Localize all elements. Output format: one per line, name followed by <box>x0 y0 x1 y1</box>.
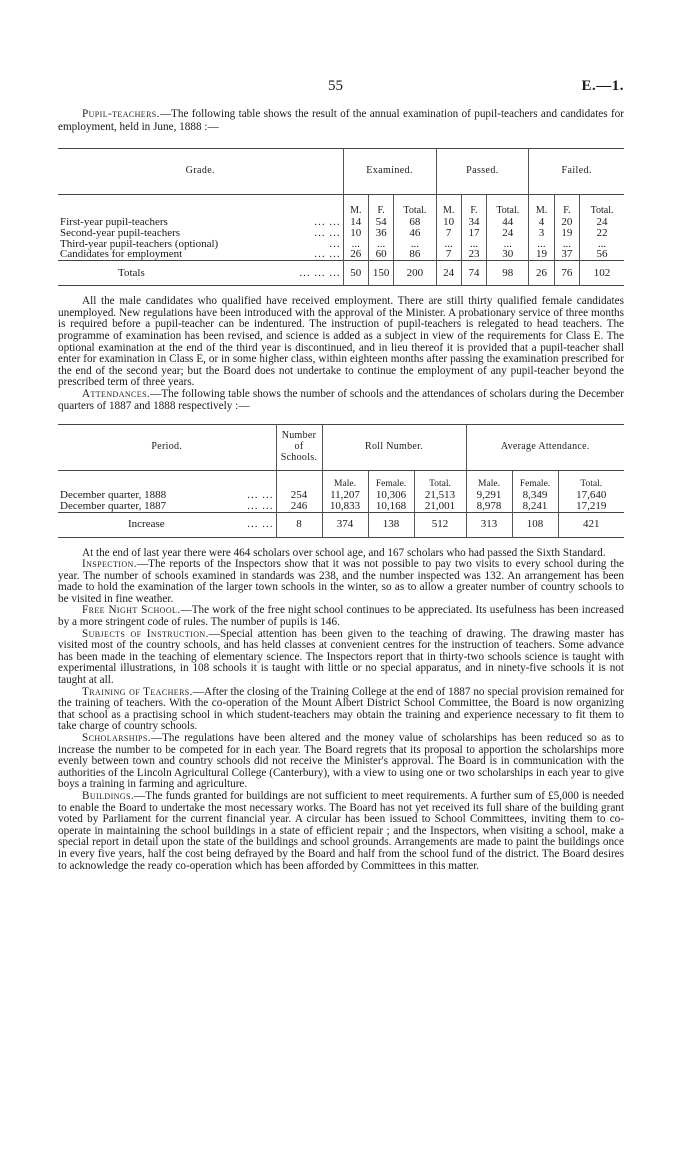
section-heading: Attendances. <box>82 387 151 400</box>
passed-f: 34 <box>461 217 486 228</box>
section-heading: Pupil-teachers. <box>82 108 160 120</box>
passed-f: 17 <box>461 228 486 239</box>
col-average-attendance: Average Attendance. <box>466 425 624 471</box>
section-text: —Special attention has been given to the teaching of drawing. The drawing master has visited most of the country schools, and has held classes at convenient centres for the instruction of teachers. Some advance has been made in the teaching of elementary science. The Inspectors report that in thirty-two schools science is taught with experimental illustrations, in 108 schools it is taught with little or no special apparatus, and in ninety-five schools it is not taught at all. <box>58 627 624 687</box>
section-text: —The regulations have been altered and the money value of scholarships has been reduced so as to increase the number to be competed for in each year. The Board regrets that its proposal to apportion the scholarships more evenly between town and country schools did not receive the Minister's approval. The Board is in communication with the authorities of the Lincoln Agricultural College (Canterbury), with a view to using one or two scholarships in each year to give boys a training in farming and agriculture. <box>58 732 624 791</box>
failed-f: 37 <box>554 249 579 260</box>
passed-total: 98 <box>487 261 529 286</box>
section-heading: Free Night School. <box>82 604 181 617</box>
number-of-schools: 254 <box>276 490 322 501</box>
examined-f: ... <box>368 239 393 250</box>
section-heading: Subjects of Instruction. <box>82 627 209 640</box>
roll-female: 10,306 <box>368 490 414 501</box>
col-grade: Grade. <box>58 149 343 195</box>
increase-label: Increase <box>128 518 165 531</box>
sub-total: Total. <box>487 195 529 218</box>
period-label: December quarter, 1888 <box>60 488 167 501</box>
roll-total: 21,513 <box>414 490 466 501</box>
examined-m: 14 <box>343 217 368 228</box>
sub-female: Female. <box>368 471 414 490</box>
sub-total: Total. <box>558 471 624 490</box>
examined-f: 36 <box>368 228 393 239</box>
attendances-intro <box>58 389 624 412</box>
avg-male: 8,978 <box>466 501 512 512</box>
examined-m: 26 <box>343 249 368 260</box>
avg-total: 17,640 <box>558 490 624 501</box>
col-period: Period. <box>58 425 276 471</box>
table-row <box>58 249 624 260</box>
paragraph-scholarships <box>58 733 624 791</box>
section-text: —The following table shows the number of schools and the attendances of scholars during the December quarters of 1887 and 1888 respectively :— <box>58 387 624 412</box>
failed-m: ... <box>529 239 554 250</box>
col-roll-number: Roll Number. <box>322 425 466 471</box>
failed-total: 102 <box>580 261 624 286</box>
examined-m: ... <box>343 239 368 250</box>
section-heading: Training of Teachers. <box>82 685 193 698</box>
avg-female: 108 <box>512 512 558 537</box>
leader-dots: ... ... <box>314 226 341 239</box>
leader-dots: ... ... ... <box>299 266 341 279</box>
failed-total: ... <box>580 239 624 250</box>
sub-f: F. <box>368 195 393 218</box>
grade-label: Candidates for employment <box>60 248 183 261</box>
failed-f: ... <box>554 239 579 250</box>
roll-female: 138 <box>368 512 414 537</box>
number-of-schools: 246 <box>276 501 322 512</box>
col-number-of-schools: Number of Schools. <box>276 425 322 471</box>
table-subheader-row <box>58 195 624 218</box>
table-subheader-row <box>58 471 624 490</box>
failed-total: 24 <box>580 217 624 228</box>
page-number: 55 <box>328 78 343 94</box>
sub-m: M. <box>436 195 461 218</box>
failed-m: 3 <box>529 228 554 239</box>
paragraph-training-of-teachers <box>58 687 624 733</box>
roll-male: 11,207 <box>322 490 368 501</box>
leader-dots: ... <box>329 237 341 250</box>
passed-m: 10 <box>436 217 461 228</box>
totals-label: Totals <box>118 266 145 279</box>
leader-dots: ... ... <box>247 488 274 501</box>
avg-male: 313 <box>466 512 512 537</box>
examined-f: 60 <box>368 249 393 260</box>
failed-total: 22 <box>580 228 624 239</box>
totals-row <box>58 261 624 286</box>
section-heading: Buildings. <box>82 789 135 802</box>
passed-m: 7 <box>436 228 461 239</box>
examined-total: 68 <box>394 217 436 228</box>
failed-m: 4 <box>529 217 554 228</box>
failed-f: 76 <box>554 261 579 286</box>
leader-dots: ... ... <box>247 518 274 531</box>
number-of-schools: 8 <box>276 512 322 537</box>
avg-total: 17,219 <box>558 501 624 512</box>
failed-f: 20 <box>554 217 579 228</box>
paragraph-buildings <box>58 791 624 872</box>
examined-total: 46 <box>394 228 436 239</box>
table-header-row <box>58 149 624 195</box>
roll-female: 10,168 <box>368 501 414 512</box>
failed-m: 26 <box>529 261 554 286</box>
section-text: —The reports of the Inspectors show that it was not possible to pay two visits to every school during the year. The number of schools examined in standards was 238, and the number inspected was 132. An arrangement has been made to hold the examination of the larger town schools in the winter, so as to allow a greater number of country schools to be visited in fine weather. <box>58 558 624 605</box>
sub-total: Total. <box>394 195 436 218</box>
passed-f: 74 <box>461 261 486 286</box>
passed-f: 23 <box>461 249 486 260</box>
section-heading: Inspection. <box>82 558 137 571</box>
avg-male: 9,291 <box>466 490 512 501</box>
roll-total: 21,001 <box>414 501 466 512</box>
failed-total: 56 <box>580 249 624 260</box>
avg-total: 421 <box>558 512 624 537</box>
passed-total: 30 <box>487 249 529 260</box>
sub-female: Female. <box>512 471 558 490</box>
col-failed: Failed. <box>529 149 624 195</box>
avg-female: 8,349 <box>512 490 558 501</box>
grade-label: Second-year pupil-teachers <box>60 226 181 239</box>
passed-total: 44 <box>487 217 529 228</box>
leader-dots: ... ... <box>314 216 341 228</box>
sub-total: Total. <box>414 471 466 490</box>
sub-m: M. <box>529 195 554 218</box>
section-text: —The funds granted for buildings are not sufficient to meet requirements. A further sum of £5,000 is needed to enable the Board to undertake the most necessary works. The Board has not yet received its full share of the building grant voted by Parliament for the current financial year. A circular has been issued to School Committees, inviting them to co-operate in maintaining the school buildings in a state of efficient repair ; and the Inspectors, when visiting a school, make a special report in detail upon the state of the buildings and school grounds. Arrangements are made to paint the buildings once in every five years, half the cost being defrayed by the Board and half from the school fund of the district. The Board desires to acknowledge the ready co-operation which has been afforded by Committees in this matter. <box>58 789 624 872</box>
grade-label: Third-year pupil-teachers (optional) <box>60 237 219 250</box>
failed-m: 19 <box>529 249 554 260</box>
examined-m: 50 <box>343 261 368 286</box>
examined-total: 86 <box>394 249 436 260</box>
section-text: —The work of the free night school continues to be appreciated. Its usefulness has been increased by a more stringent code of rules. The number of pupils is 146. <box>58 604 624 629</box>
failed-f: 19 <box>554 228 579 239</box>
pupil-teachers-intro <box>58 108 624 134</box>
sub-f: F. <box>461 195 486 218</box>
roll-total: 512 <box>414 512 466 537</box>
increase-row <box>58 512 624 537</box>
paragraph-subjects-of-instruction <box>58 629 624 687</box>
period-label: December quarter, 1887 <box>60 499 167 512</box>
paragraph-inspection <box>58 559 624 605</box>
sub-total: Total. <box>580 195 624 218</box>
pupil-teacher-exam-table <box>58 148 624 286</box>
avg-female: 8,241 <box>512 501 558 512</box>
passed-m: ... <box>436 239 461 250</box>
sub-f: F. <box>554 195 579 218</box>
passed-f: ... <box>461 239 486 250</box>
section-heading: Scholarships. <box>82 732 151 745</box>
attendance-table <box>58 424 624 537</box>
section-text: At the end of last year there were 464 scholars over school age, and 167 scholars who had passed the Sixth Standard. <box>82 546 606 559</box>
document-reference: E.—1. <box>581 78 624 94</box>
examined-total: 200 <box>394 261 436 286</box>
roll-male: 374 <box>322 512 368 537</box>
leader-dots: ... ... <box>247 499 274 512</box>
paragraph-employment: All the male candidates who qualified have received employment. There are still thirty qualified female candidates unemployed. New regulations have been introduced with the approval of the Minister. A probationary service of three months is required before a pupil-teacher can be indentured. The instruction of pupil-teachers is relegated to head teachers. The programme of examination has been revised, and science is added as a subject in view of the requirements for Class E. The optional examination at the end of the third year is discontinued, and in lieu thereof it is provided that a pupil-teacher shall enter for examination in Class E, or in some higher class, within eighteen months after passing the examination prescribed for the end of the second year; but the Board does not undertake to continue the employment of any pupil-teacher beyond the prescribed term of three years. <box>58 295 624 389</box>
col-passed: Passed. <box>436 149 529 195</box>
table-row <box>58 501 624 512</box>
section-text: —The following table shows the result of the annual examination of pupil-teachers and candidates for employment, held in June, 1888 :— <box>58 108 624 133</box>
col-examined: Examined. <box>343 149 436 195</box>
passed-total: ... <box>487 239 529 250</box>
sub-m: M. <box>343 195 368 218</box>
grade-label: First-year pupil-teachers <box>60 216 168 228</box>
leader-dots: ... ... <box>314 248 341 261</box>
sub-male: Male. <box>322 471 368 490</box>
examined-m: 10 <box>343 228 368 239</box>
page-header <box>58 78 624 100</box>
examined-total: ... <box>394 239 436 250</box>
paragraph-free-night-school <box>58 605 624 628</box>
table-header-row <box>58 425 624 471</box>
roll-male: 10,833 <box>322 501 368 512</box>
passed-total: 24 <box>487 228 529 239</box>
passed-m: 7 <box>436 249 461 260</box>
examined-f: 54 <box>368 217 393 228</box>
sub-male: Male. <box>466 471 512 490</box>
section-text: —After the closing of the Training College at the end of 1887 no special provision remained for the training of teachers. With the co-operation of the Mount Albert District School Committee, the Board is now organizing that school as a practising school in which student-teachers may obtain the training and experience necessary to fit them to take charge of country schools. <box>58 685 624 733</box>
examined-f: 150 <box>368 261 393 286</box>
passed-m: 24 <box>436 261 461 286</box>
document-page <box>58 78 624 872</box>
